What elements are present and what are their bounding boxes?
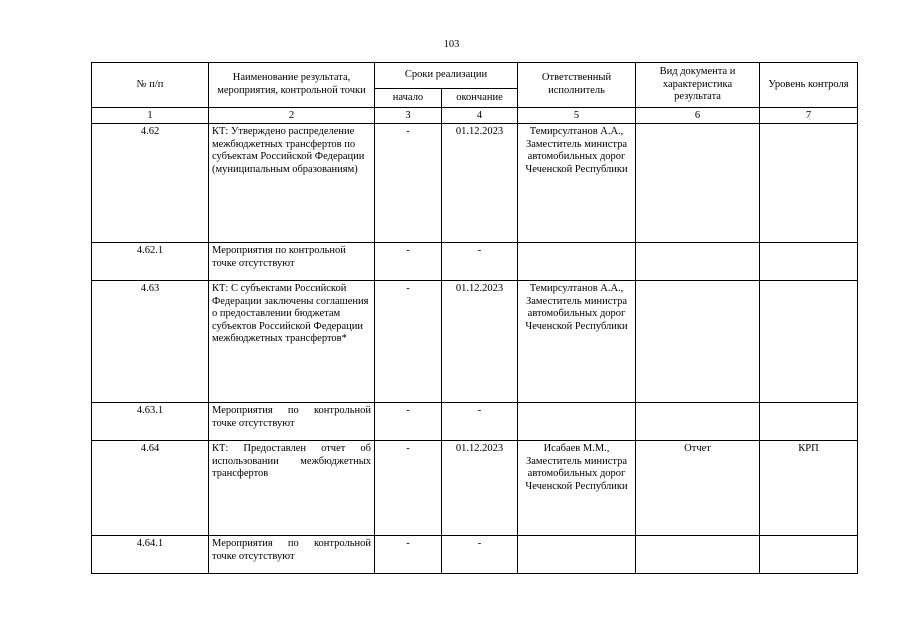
row-end: 01.12.2023: [442, 281, 518, 403]
row-start: -: [375, 124, 442, 243]
table-row: [92, 441, 858, 536]
column-number: 3: [375, 108, 442, 124]
row-start: -: [375, 281, 442, 403]
row-name: КТ: Утверждено распределение межбюджетных трансфертов по субъектам Российской Федерации (муниципальным образованиям): [209, 124, 375, 243]
header-doc-type: Вид документа и характеристика результата: [636, 63, 760, 108]
header-responsible: Ответственный исполнитель: [518, 63, 636, 108]
row-responsible: Темирсултанов А.А., Заместитель министра автомобильных дорог Чеченской Республики: [518, 281, 636, 403]
column-number: 5: [518, 108, 636, 124]
row-control-level: [760, 281, 858, 403]
table-row: [92, 536, 858, 574]
row-name: КТ: С субъектами Российской Федерации заключены соглашения о предоставлении бюджетам субъектов Российской Федерации межбюджетных трансфертов*: [209, 281, 375, 403]
row-end: -: [442, 403, 518, 441]
table-row: [92, 124, 858, 243]
row-number: 4.62.1: [92, 243, 209, 281]
row-name: Мероприятия по контрольной точке отсутствуют: [209, 403, 375, 441]
row-end: 01.12.2023: [442, 124, 518, 243]
row-control-level: [760, 124, 858, 243]
row-control-level: [760, 243, 858, 281]
table-row: [92, 281, 858, 403]
row-end: -: [442, 536, 518, 574]
column-number-row: [92, 108, 858, 124]
header-dates: Сроки реализации: [375, 63, 518, 89]
row-number: 4.62: [92, 124, 209, 243]
row-end: -: [442, 243, 518, 281]
row-number: 4.63: [92, 281, 209, 403]
row-doc-type: [636, 536, 760, 574]
row-number: 4.64.1: [92, 536, 209, 574]
column-number: 7: [760, 108, 858, 124]
row-doc-type: Отчет: [636, 441, 760, 536]
row-name: Мероприятия по контрольной точке отсутствуют: [209, 536, 375, 574]
column-number: 1: [92, 108, 209, 124]
row-start: -: [375, 441, 442, 536]
row-doc-type: [636, 124, 760, 243]
column-number: 4: [442, 108, 518, 124]
header-control-level: Уровень контроля: [760, 63, 858, 108]
header-num: № п/п: [92, 63, 209, 108]
header-end: окончание: [442, 89, 518, 108]
row-responsible: [518, 536, 636, 574]
row-responsible: Исабаев М.М., Заместитель министра автомобильных дорог Чеченской Республики: [518, 441, 636, 536]
table-row: [92, 243, 858, 281]
row-doc-type: [636, 281, 760, 403]
row-doc-type: [636, 243, 760, 281]
column-number: 6: [636, 108, 760, 124]
row-start: -: [375, 243, 442, 281]
plan-table: [91, 62, 858, 574]
row-control-level: [760, 403, 858, 441]
row-start: -: [375, 403, 442, 441]
header-start: начало: [375, 89, 442, 108]
table-row: [92, 403, 858, 441]
row-responsible: [518, 243, 636, 281]
row-responsible: Темирсултанов А.А., Заместитель министра автомобильных дорог Чеченской Республики: [518, 124, 636, 243]
row-control-level: [760, 536, 858, 574]
row-number: 4.64: [92, 441, 209, 536]
column-number: 2: [209, 108, 375, 124]
row-control-level: КРП: [760, 441, 858, 536]
row-start: -: [375, 536, 442, 574]
page-number: 103: [443, 39, 460, 50]
row-number: 4.63.1: [92, 403, 209, 441]
header-name: Наименование результата, мероприятия, контрольной точки: [209, 63, 375, 108]
row-name: КТ: Предоставлен отчет об использовании межбюджетных трансфертов: [209, 441, 375, 536]
table-header: [92, 63, 858, 124]
row-name: Мероприятия по контрольной точке отсутствуют: [209, 243, 375, 281]
row-responsible: [518, 403, 636, 441]
row-doc-type: [636, 403, 760, 441]
row-end: 01.12.2023: [442, 441, 518, 536]
